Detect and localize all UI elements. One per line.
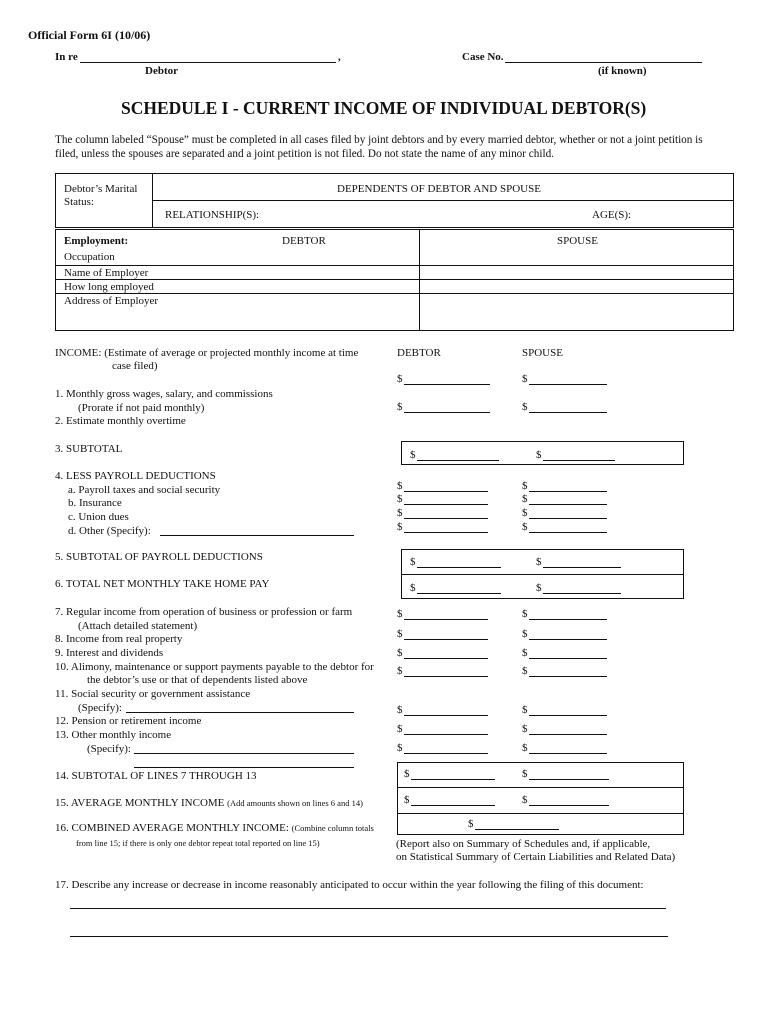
line-3-label: 3. SUBTOTAL — [55, 443, 123, 455]
line-2-label: 2. Estimate monthly overtime — [55, 415, 186, 427]
in-re-label: In re — [55, 51, 78, 63]
line-17-label: 17. Describe any increase or decrease in income reasonably anticipated to occur within the year following the filing of this document: — [55, 879, 644, 891]
report-note-2: on Statistical Summary of Certain Liabilities and Related Data) — [396, 851, 676, 863]
line-11-label: 11. Social security or government assistance — [55, 688, 251, 700]
employer-name-label: Name of Employer — [64, 267, 149, 279]
marital-status-label-1: Debtor’s Marital — [64, 183, 138, 195]
line-13-specify-field[interactable] — [134, 753, 354, 754]
if-known-label: (if known) — [598, 65, 647, 77]
line-9-label: 9. Interest and dividends — [55, 647, 164, 659]
line-15-label: 15. AVERAGE MONTHLY INCOME (Add amounts shown on lines 6 and 14) — [55, 797, 363, 809]
line-17-field-1[interactable] — [70, 908, 666, 909]
employer-address-label: Address of Employer — [64, 295, 159, 307]
marital-status-label-2: Status: — [64, 196, 94, 208]
line-13-label: 13. Other monthly income — [55, 729, 172, 741]
page-title: SCHEDULE I - CURRENT INCOME OF INDIVIDUAL DEBTOR(S) — [121, 98, 647, 118]
line-8-label: 8. Income from real property — [55, 633, 183, 645]
line-12-label: 12. Pension or retirement income — [55, 715, 202, 727]
report-note-1: (Report also on Summary of Schedules and, if applicable, — [396, 838, 651, 850]
employment-table — [55, 229, 734, 331]
income-spouse-col: SPOUSE — [522, 347, 563, 359]
line-4d-specify-field[interactable] — [160, 535, 354, 536]
comma: , — [338, 51, 341, 63]
line-13-specify-field-2[interactable] — [134, 767, 354, 768]
line-4d-label: d. Other (Specify): — [68, 525, 151, 537]
ages-label: AGE(S): — [592, 209, 632, 221]
employment-label: Employment: — [64, 235, 129, 247]
dependents-header: DEPENDENTS OF DEBTOR AND SPOUSE — [337, 183, 541, 195]
totals-box — [397, 762, 684, 835]
line-7-label: 7. Regular income from operation of business or profession or farm — [55, 606, 353, 618]
line-4c-label: c. Union dues — [68, 511, 129, 523]
income-debtor-col: DEBTOR — [397, 347, 441, 359]
employment-debtor-col: DEBTOR — [282, 235, 326, 247]
debtor-name-field[interactable] — [80, 62, 336, 63]
relationship-label: RELATIONSHIP(S): — [165, 209, 260, 221]
line-4a-label: a. Payroll taxes and social security — [68, 484, 221, 496]
line-16-label: 16. COMBINED AVERAGE MONTHLY INCOME: (Combine column totals — [55, 822, 374, 834]
how-long-label: How long employed — [64, 281, 154, 293]
line-10-label: 10. Alimony, maintenance or support payments payable to the debtor for — [55, 661, 374, 673]
employment-spouse-col: SPOUSE — [557, 235, 598, 247]
line-11b-label: (Specify): — [78, 702, 122, 714]
occupation-label: Occupation — [64, 251, 115, 263]
income-header-2: case filed) — [112, 360, 158, 372]
form-id: Official Form 6I (10/06) — [28, 28, 151, 42]
line-4b-label: b. Insurance — [68, 497, 122, 509]
line-11-specify-field[interactable] — [126, 712, 354, 713]
line-13b-label: (Specify): — [87, 743, 131, 755]
case-no-field[interactable] — [505, 62, 702, 63]
line-4-label: 4. LESS PAYROLL DEDUCTIONS — [55, 470, 216, 482]
debtor-label: Debtor — [145, 65, 178, 77]
income-header-1: INCOME: (Estimate of average or projected monthly income at time — [55, 347, 359, 359]
case-no-label: Case No. — [462, 51, 504, 63]
line-17-field-2[interactable] — [70, 936, 668, 937]
line-5-label: 5. SUBTOTAL OF PAYROLL DEDUCTIONS — [55, 551, 263, 563]
subtotal-box — [401, 441, 684, 465]
line-1-label: 1. Monthly gross wages, salary, and commissions — [55, 388, 273, 400]
line-1b-label: (Prorate if not paid monthly) — [78, 402, 205, 414]
intro-line-2: filed, unless the spouses are separated and a joint petition is not filed. Do not state the name of any minor child. — [55, 148, 554, 160]
intro-line-1: The column labeled “Spouse” must be completed in all cases filed by joint debtors and by every married debtor, whether or not a joint petition is — [55, 134, 703, 146]
line-6-label: 6. TOTAL NET MONTHLY TAKE HOME PAY — [55, 578, 270, 590]
line-7b-label: (Attach detailed statement) — [78, 620, 198, 632]
line-16-note: from line 15; if there is only one debtor repeat total reported on line 15) — [76, 838, 320, 848]
line-10b-label: the debtor’s use or that of dependents listed above — [87, 674, 308, 686]
line-14-label: 14. SUBTOTAL OF LINES 7 THROUGH 13 — [55, 770, 257, 782]
